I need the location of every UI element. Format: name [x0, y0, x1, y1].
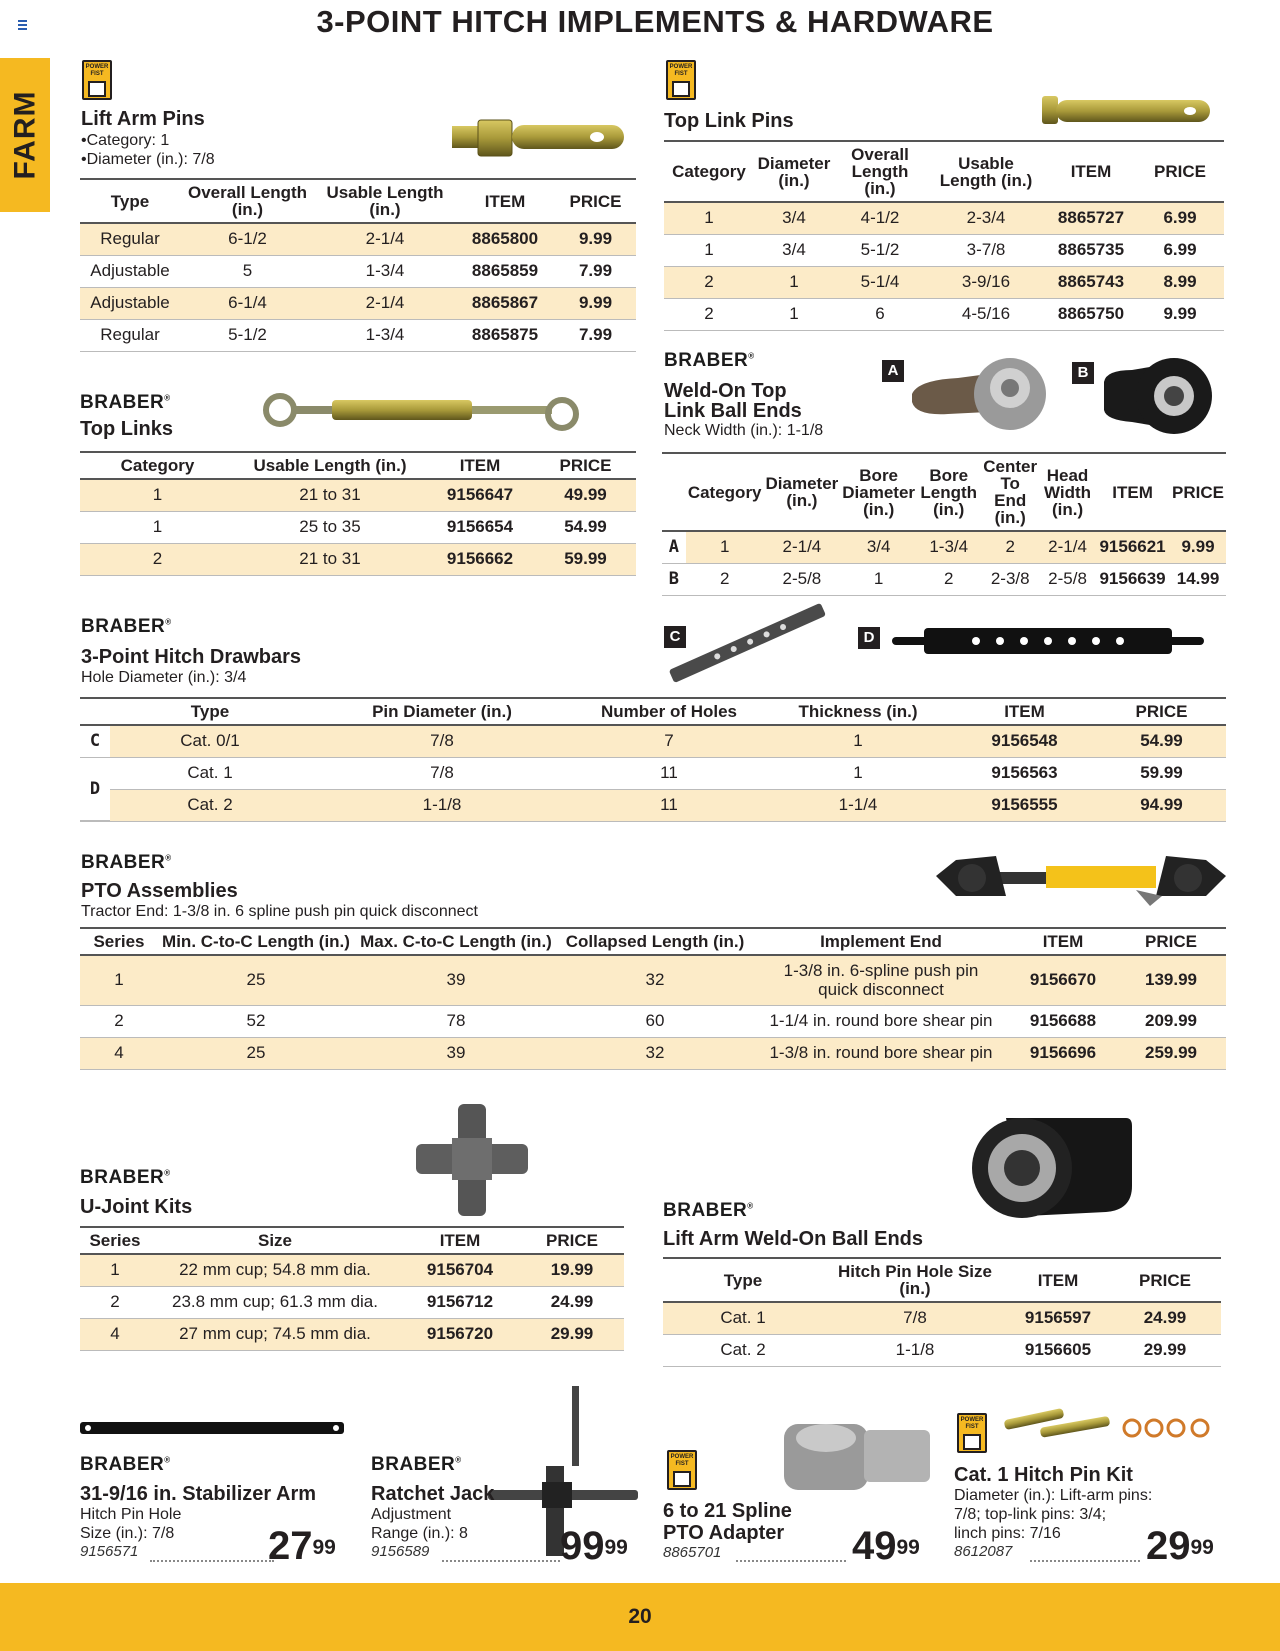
- table-row: C Cat. 0/1 7/8 7 1 9156548 54.99: [80, 725, 1226, 757]
- promo-sku: 8612087: [954, 1543, 1013, 1560]
- table-row: 1 22 mm cup; 54.8 mm dia. 9156704 19.99: [80, 1254, 624, 1286]
- braber-logo: BRABER®: [664, 350, 755, 371]
- lift-arm-ball-ends-title: Lift Arm Weld-On Ball Ends: [663, 1228, 924, 1250]
- ball-end-b-image: [1102, 356, 1214, 436]
- ball-ends-title-line2: Link Ball Ends: [664, 400, 802, 422]
- label-c: C: [664, 626, 686, 648]
- promo-desc: Range (in.): 8: [371, 1525, 468, 1542]
- table-row: A 1 2-1/4 3/4 1-3/4 2 2-1/4 9156621 9.99: [662, 531, 1226, 563]
- braber-logo: BRABER®: [80, 392, 171, 413]
- table-row: Regular 5-1/2 1-3/4 8865875 7.99: [80, 319, 636, 351]
- table-row: 4 27 mm cup; 74.5 mm dia. 9156720 29.99: [80, 1318, 624, 1350]
- power-fist-logo-icon: POWER FIST: [82, 60, 112, 100]
- pto-adapter-promo: [663, 1500, 853, 1561]
- promo-price: $99^{99}$: [560, 1524, 628, 1568]
- table-row: 1 3/4 4-1/2 2-3/4 8865727 6.99: [664, 202, 1224, 234]
- ball-ends-title-line1: Weld-On Top: [664, 380, 787, 402]
- table-row: 1 25 39 32 1-3/8 in. 6-spline push pin quick disconnect 9156670 139.99: [80, 955, 1226, 1005]
- table-row: 1 3/4 5-1/2 3-7/8 8865735 6.99: [664, 234, 1224, 266]
- promo-desc: Adjustment: [371, 1506, 452, 1523]
- promo-name: Cat. 1 Hitch Pin Kit: [954, 1464, 1133, 1486]
- top-link-image: [262, 392, 586, 438]
- promo-price: $49^{99}$: [852, 1524, 920, 1568]
- lift-arm-pins-diameter: •Diameter (in.): 7/8: [81, 151, 215, 168]
- braber-logo: BRABER®: [663, 1200, 754, 1221]
- power-fist-logo-icon: POWER FIST: [666, 60, 696, 100]
- table-row: D Cat. 1 7/8 11 1 9156563 59.99: [80, 757, 1226, 789]
- label-b: B: [1072, 362, 1094, 384]
- table-row: 2 21 to 31 9156662 59.99: [80, 543, 636, 575]
- promo-name: 6 to 21 Spline: [663, 1500, 792, 1522]
- promo-desc: Diameter (in.): Lift-arm pins:: [954, 1487, 1153, 1504]
- promo-desc: Hitch Pin Hole: [80, 1506, 182, 1523]
- table-row: Regular 6-1/2 2-1/4 8865800 9.99: [80, 223, 636, 255]
- table-row: Adjustable 5 1-3/4 8865859 7.99: [80, 255, 636, 287]
- top-links-table: Category Usable Length (in.) ITEM PRICE 1 21 to 31 9156647 49.99 1 25 to 35 9156654 54.99 2 21 to 31 9156662 59.99: [80, 451, 636, 576]
- promo-name: PTO Adapter: [663, 1522, 785, 1544]
- top-link-pins-title: Top Link Pins: [664, 110, 794, 132]
- lift-arm-ball-end-image: [966, 1116, 1132, 1220]
- table-row: B 2 2-5/8 1 2 2-3/8 2-5/8 9156639 14.99: [662, 563, 1226, 595]
- u-joint-title: U-Joint Kits: [80, 1196, 193, 1218]
- power-fist-logo-icon: POWER FIST: [667, 1450, 697, 1490]
- ball-end-a-image: [908, 352, 1058, 436]
- dot-leader: [1030, 1560, 1140, 1562]
- table-row: Cat. 2 1-1/8 9156605 29.99: [663, 1334, 1221, 1366]
- dot-leader: [736, 1560, 846, 1562]
- promo-name: 31-9/16 in. Stabilizer Arm: [80, 1483, 317, 1505]
- stabilizer-arm-image: [80, 1420, 344, 1436]
- drawbars-title: 3-Point Hitch Drawbars: [81, 646, 302, 668]
- table-row: 4 25 39 32 1-3/8 in. round bore shear pin 9156696 259.99: [80, 1037, 1226, 1069]
- promo-sku: 9156589: [371, 1543, 430, 1560]
- drawbars-table: Type Pin Diameter (in.) Number of Holes Thickness (in.) ITEM PRICE C Cat. 0/1 7/8 7 1 9156548 54.99 D Cat. 1 7/8 11 1 9156563 59.99 Cat. 2 1-1/8 11 1-1/4 9156555 94.99: [80, 697, 1226, 822]
- page-footer: [0, 1583, 1280, 1651]
- promo-price: $29^{99}$: [1146, 1524, 1214, 1568]
- u-joint-table: Series Size ITEM PRICE 1 22 mm cup; 54.8 mm dia. 9156704 19.99 2 23.8 mm cup; 61.3 mm dia. 9156712 24.99 4 27 mm cup; 74.5 mm dia. 9156720 29.99: [80, 1226, 624, 1351]
- ratchet-jack-promo: [371, 1454, 531, 1560]
- hitch-pin-kit-image: [1004, 1398, 1220, 1448]
- drawbar-d-image: [892, 624, 1204, 658]
- lift-arm-pins-category: •Category: 1: [81, 132, 170, 149]
- table-row: 2 52 78 60 1-1/4 in. round bore shear pin 9156688 209.99: [80, 1005, 1226, 1037]
- power-fist-logo-icon: POWER FIST: [957, 1413, 987, 1453]
- lift-arm-ball-ends-table: Type Hitch Pin Hole Size (in.) ITEM PRICE Cat. 1 7/8 9156597 24.99 Cat. 2 1-1/8 9156605 29.99: [663, 1257, 1221, 1367]
- braber-logo: BRABER®: [81, 852, 172, 873]
- top-links-title: Top Links: [80, 418, 173, 440]
- drawbar-c-image: [664, 596, 830, 688]
- table-row: Adjustable 6-1/4 2-1/4 8865867 9.99: [80, 287, 636, 319]
- lift-arm-pins-table: Type Overall Length (in.) Usable Length (in.) ITEM PRICE Regular 6-1/2 2-1/4 8865800 9.99 Adjustable 5 1-3/4 8865859 7.99 Adjustable 6-1/4 2-1/4 8865867 9.99 Regular 5-1/2 1-3/4 8865875 7.99: [80, 178, 636, 352]
- table-row: 1 25 to 35 9156654 54.99: [80, 511, 636, 543]
- lift-arm-pins-title: Lift Arm Pins: [81, 108, 205, 130]
- pto-table: Series Min. C-to-C Length (in.) Max. C-to-C Length (in.) Collapsed Length (in.) Implement End ITEM PRICE 1 25 39 32 1-3/8 in. 6-spline push pin quick disconnect 9156670 139.99 2 52 78 60 1-1/4 in. round bore shear pin 9156688 209.99 4 25 39 32 1-3/8 in. round bore shear pin 9156696 259.99: [80, 927, 1226, 1070]
- table-row: 2 1 6 4-5/16 8865750 9.99: [664, 298, 1224, 330]
- pto-adapter-image: [784, 1404, 932, 1500]
- pto-title: PTO Assemblies: [81, 880, 238, 902]
- drawbars-hole-diameter: Hole Diameter (in.): 3/4: [81, 669, 247, 686]
- braber-logo: BRABER®: [81, 616, 172, 637]
- promo-sku: 8865701: [663, 1544, 722, 1561]
- table-row: Cat. 2 1-1/8 11 1-1/4 9156555 94.99: [80, 789, 1226, 821]
- label-d: D: [858, 627, 880, 649]
- pto-shaft-image: [936, 846, 1226, 912]
- table-row: 1 21 to 31 9156647 49.99: [80, 479, 636, 511]
- promo-desc: linch pins: 7/16: [954, 1525, 1061, 1542]
- dot-leader: [442, 1560, 560, 1562]
- braber-logo: BRABER®: [80, 1454, 171, 1475]
- u-joint-image: [416, 1104, 528, 1216]
- dot-leader: [150, 1560, 274, 1562]
- promo-name: Ratchet Jack: [371, 1483, 495, 1505]
- promo-sku: 9156571: [80, 1543, 139, 1560]
- ball-ends-table: Category Diameter (in.) Bore Diameter (in.) Bore Length (in.) Center To End (in.) Head Width (in.) ITEM PRICE A 1 2-1/4 3/4 1-3/4 2 2-1/4 9156621 9.99 B 2 2-5/8 1 2 2-3/8 2-5/8 9156639 14.99: [662, 452, 1226, 596]
- table-row: Cat. 1 7/8 9156597 24.99: [663, 1302, 1221, 1334]
- table-row: 2 1 5-1/4 3-9/16 8865743 8.99: [664, 266, 1224, 298]
- braber-logo: BRABER®: [371, 1454, 462, 1475]
- braber-logo: BRABER®: [80, 1167, 171, 1188]
- table-row: 2 23.8 mm cup; 61.3 mm dia. 9156712 24.99: [80, 1286, 624, 1318]
- page-number: 20: [628, 1605, 652, 1628]
- top-link-pin-image: [1042, 92, 1212, 128]
- label-a: A: [882, 360, 904, 382]
- top-link-pins-table: Category Diameter (in.) Overall Length (in.) Usable Length (in.) ITEM PRICE 1 3/4 4-1/2 2-3/4 8865727 6.99 1 3/4 5-1/2 3-7/8 8865735 6.99 2 1 5-1/4 3-9/16 8865743 8.99 2 1 6 4-5/16 8865750 9.99: [664, 140, 1224, 331]
- pto-tractor-end: Tractor End: 1-3/8 in. 6 spline push pin quick disconnect: [81, 903, 478, 920]
- lift-arm-pin-image: [452, 112, 627, 164]
- farm-side-tab: FARM: [0, 58, 50, 212]
- ball-ends-neck-width: Neck Width (in.): 1-1/8: [664, 422, 824, 439]
- promo-desc: 7/8; top-link pins: 3/4;: [954, 1506, 1107, 1523]
- promo-desc: Size (in.): 7/8: [80, 1525, 175, 1542]
- page-title: 3-POINT HITCH IMPLEMENTS & HARDWARE: [316, 4, 994, 39]
- promo-price: $27^{99}$: [268, 1524, 336, 1568]
